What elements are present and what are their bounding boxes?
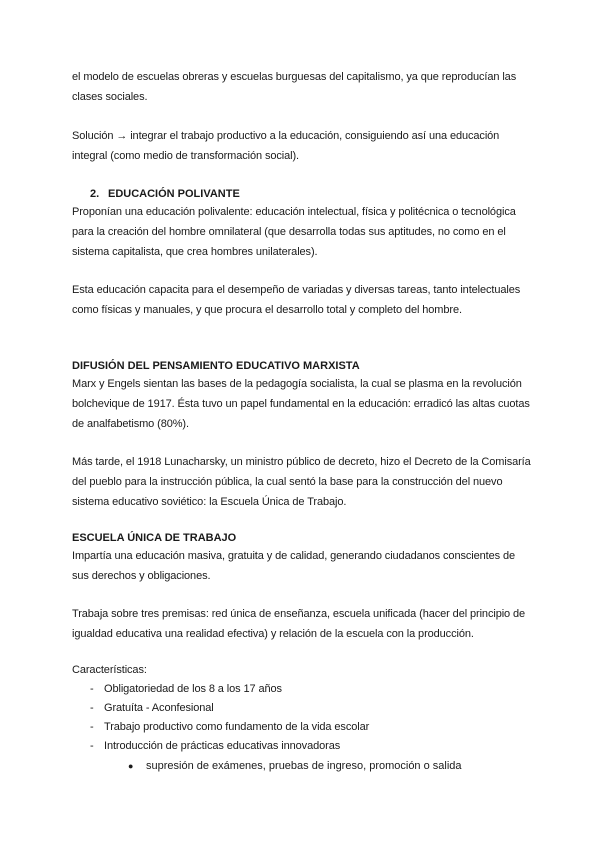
heading-escuela-unica: ESCUELA ÚNICA DE TRABAJO [72, 532, 237, 544]
paragraph-difusion-2: Más tarde, el 1918 Lunacharsky, un ministro público de decreto, hizo el Decreto de la Comisaría del pueblo para la instrucción pública, la cual sentó la base para la construcción del nuevo sistema educativo soviético: la Escuela Única de Trabajo. [72, 456, 531, 508]
dash-marker: - [90, 721, 94, 733]
list-item: - Obligatoriedad de los 8 a los 17 años [72, 680, 532, 699]
caracteristicas-list [72, 680, 532, 756]
paragraph-polivalente-1: Proponían una educación polivalente: educación intelectual, física y politécnica o tecnológica para la creación del hombre omnilateral (que desarrolla todas sus aptitudes, no como en el sistema capitalista, que crea hombres unilaterales). [72, 206, 516, 258]
heading-educacion-polivante [90, 184, 550, 204]
caracteristicas-label: Características: [72, 664, 147, 676]
bullet-icon: ● [128, 761, 134, 771]
dash-marker: - [90, 740, 94, 752]
paragraph-intro: el modelo de escuelas obreras y escuelas burguesas del capitalismo, ya que reproducían las clases sociales. [72, 71, 517, 103]
sub-list-item: ● supresión de exámenes, pruebas de ingreso, promoción o salida [146, 757, 546, 776]
paragraph-polivalente-2: Esta educación capacita para el desempeño de variadas y diversas tareas, tanto intelectuales como físicas y manuales, y que procura el desarrollo total y completo del hombre. [72, 284, 521, 316]
list-item: - Introducción de prácticas educativas innovadoras [72, 737, 532, 756]
paragraph-solucion: Solución → integrar el trabajo productivo a la educación, consiguiendo así una educación integral (como medio de transformación social). [72, 130, 500, 162]
heading-number: 2. [90, 188, 100, 200]
paragraph-escuela-1: Impartía una educación masiva, gratuita y de calidad, generando ciudadanos conscientes de sus derechos y obligaciones. [72, 550, 516, 582]
dash-marker: - [90, 683, 94, 695]
paragraph-difusion-1: Marx y Engels sientan las bases de la pedagogía socialista, la cual se plasma en la revolución bolchevique de 1917. Ésta tuvo un papel fundamental en la educación: erradicó las altas cuotas de analfabetismo (80%). [72, 378, 530, 430]
heading-difusion: DIFUSIÓN DEL PENSAMIENTO EDUCATIVO MARXISTA [72, 360, 360, 372]
paragraph-escuela-2: Trabaja sobre tres premisas: red única de enseñanza, escuela unificada (hacer del principio de igualdad educativa una realidad efectiva) y relación de la escuela con la producción. [72, 608, 526, 640]
list-item: - Trabajo productivo como fundamento de la vida escolar [72, 718, 532, 737]
list-item: - Gratuíta - Aconfesional [72, 699, 532, 718]
heading-text: EDUCACIÓN POLIVANTE [108, 188, 240, 200]
dash-marker: - [90, 702, 94, 714]
